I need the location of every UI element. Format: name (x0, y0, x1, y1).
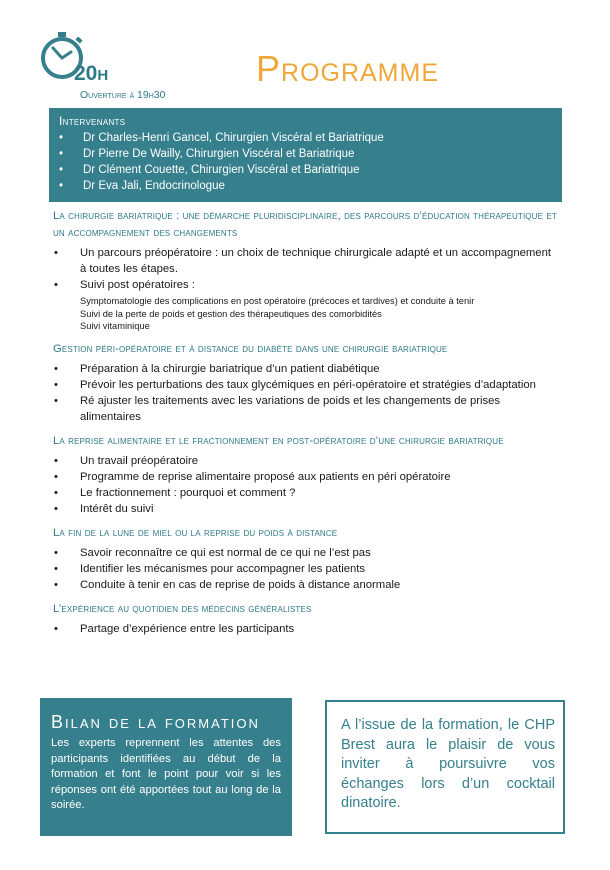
list-item: • Identifier les mécanismes pour accompagner les patients (53, 561, 558, 577)
section-title: La reprise alimentaire et le fractionnement en post-opératoire d’une chirurgie bariatrique (53, 434, 504, 447)
speakers-list (59, 130, 552, 194)
list-item: • Prévoir les perturbations des taux glycémiques en péri-opératoire et stratégies d’adaptation (53, 377, 558, 393)
section-title: La chirurgie bariatrique : une démarche pluridisciplinaire, des parcours d’éducation thérapeutique et un accompagnement des changements (53, 210, 557, 239)
section-title: La fin de la lune de miel ou la reprise du poids à distance (53, 526, 338, 539)
list-item: • Un parcours préopératoire : un choix de technique chirurgicale adapté et un accompagnement à toutes les étapes. (53, 245, 558, 277)
speaker-item: • Dr Charles-Henri Gancel, Chirurgien Viscéral et Bariatrique (59, 130, 552, 146)
sub-item: Symptomatologie des complications en post opératoire (précoces et tardives) et conduite à tenir (80, 296, 475, 306)
section-title: Gestion péri-opératoire et à distance du diabète dans une chirurgie bariatrique (53, 342, 448, 355)
speakers-heading: Intervenants (59, 114, 126, 128)
list-item: • Suivi post opératoires : (53, 277, 558, 293)
speaker-item: • Dr Eva Jali, Endocrinologue (59, 178, 552, 194)
cocktail-text: A l’issue de la formation, le CHP Brest aura le plaisir de vous inviter à poursuivre vos échanges lors d’un cocktail dinatoire. (341, 717, 555, 811)
sub-list (53, 295, 558, 333)
cocktail-box (325, 700, 565, 834)
list-item: • Savoir reconnaître ce qui est normal de ce qui ne l’est pas (53, 545, 558, 561)
page-title: Programme (256, 48, 440, 89)
program-section (53, 525, 558, 593)
bilan-box (40, 698, 292, 836)
list-item: • Le fractionnement : pourquoi et comment ? (53, 485, 558, 501)
list-item: • Partage d’expérience entre les participants (53, 621, 558, 637)
speakers-box (49, 108, 562, 202)
list-item: • Ré ajuster les traitements avec les variations de poids et les changements de prises alimentaires (53, 393, 558, 425)
program-section (53, 601, 558, 637)
list-item: • Un travail préopératoire (53, 453, 558, 469)
program-section (53, 208, 558, 333)
speaker-item: • Dr Pierre De Wailly, Chirurgien Viscéral et Bariatrique (59, 146, 552, 162)
speaker-item: • Dr Clément Couette, Chirurgien Viscéral et Bariatrique (59, 162, 552, 178)
list-item: • Préparation à la chirurgie bariatrique d’un patient diabétique (53, 361, 558, 377)
bilan-text: Les experts reprennent les attentes des participants identifiées au début de la formation et font le point pour voir si les réponses ont été apportées tout au long de la soirée. (51, 737, 281, 811)
sub-item: Suivi vitaminique (80, 321, 150, 331)
program-section (53, 433, 558, 517)
program-content (53, 208, 558, 645)
program-section (53, 341, 558, 425)
bilan-title: Bilan de la formation (51, 712, 260, 732)
section-title: L’expérience au quotidien des médecins généralistes (53, 602, 312, 615)
list-item: • Intérêt du suivi (53, 501, 558, 517)
list-item: • Programme de reprise alimentaire proposé aux patients en péri opératoire (53, 469, 558, 485)
list-item: • Conduite à tenir en cas de reprise de poids à distance anormale (53, 577, 558, 593)
event-time: 20H (74, 62, 109, 85)
sub-item: Suivi de la perte de poids et gestion des thérapeutiques des comorbidités (80, 308, 382, 319)
opening-time: Ouverture à 19h30 (80, 89, 166, 101)
